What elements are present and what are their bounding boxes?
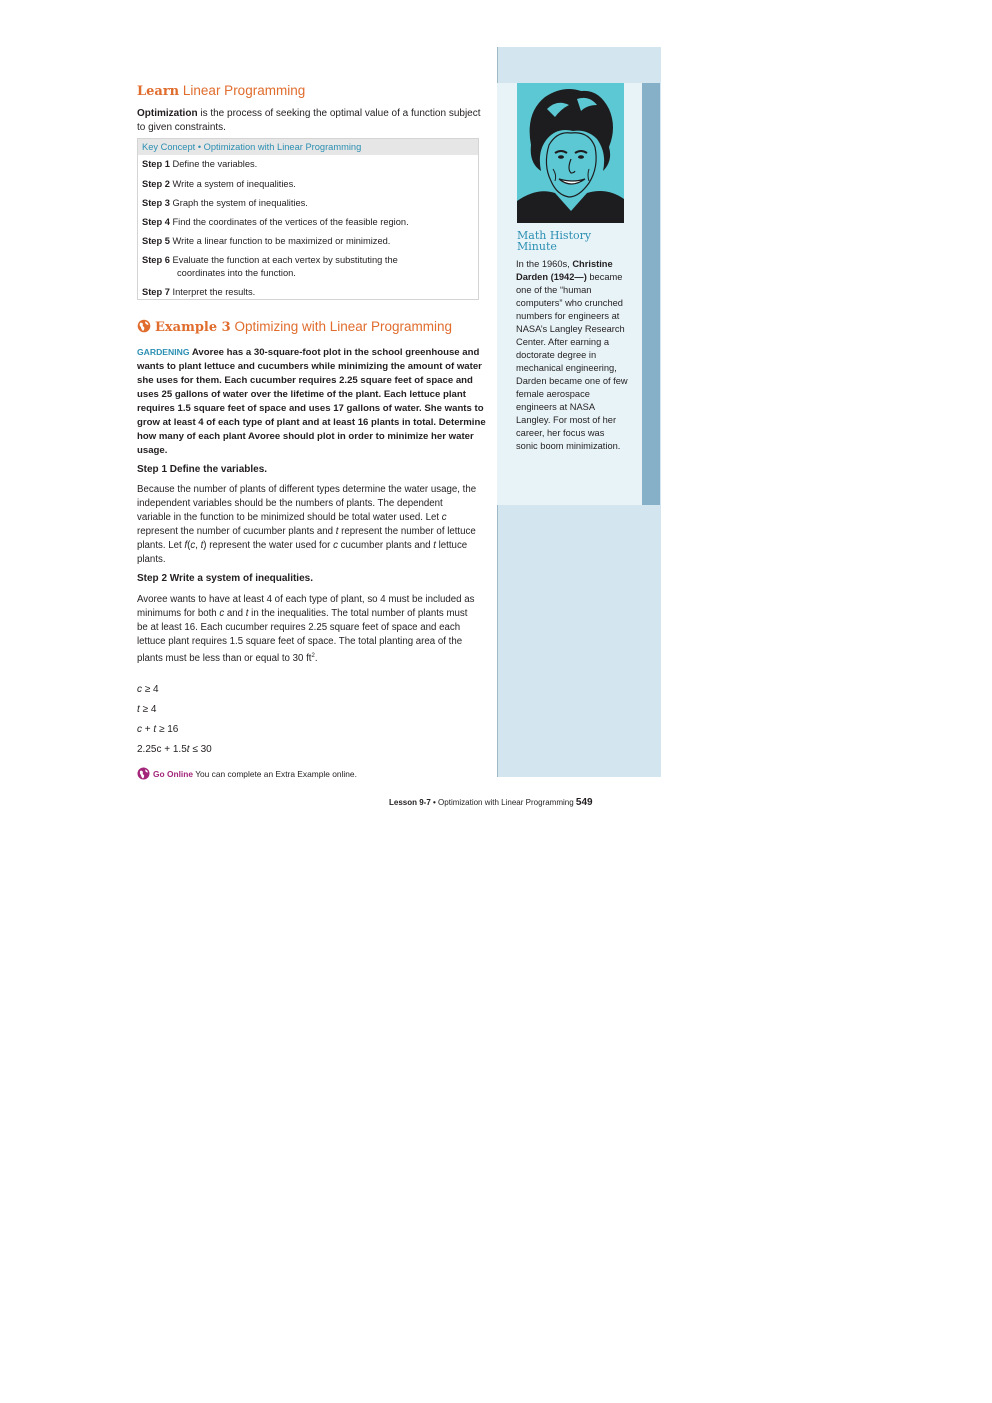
key-concept-step: Step 3 Graph the system of inequalities.: [142, 198, 308, 208]
christine-darden-portrait-illustration: [517, 83, 624, 223]
step1-heading: Step 1 Define the variables.: [137, 464, 268, 475]
page-number: 549: [575, 797, 593, 808]
learn-heading: Learn Linear Programming: [137, 83, 306, 99]
topic-tag: GARDENING: [137, 347, 190, 357]
go-online-link[interactable]: Go Online: [153, 769, 194, 779]
step2-heading: Step 2 Write a system of inequalities.: [137, 573, 313, 584]
inequality: c + t ≥ 16: [137, 724, 179, 735]
inequality: 2.25c + 1.5t ≤ 30: [137, 744, 212, 755]
step2-paragraph: Avoree wants to have at least 4 of each type of plant, so 4 must be included as minimums for both c and t in the inequalities. The total number of plants must be at least 16. Each cucumber requires 2.25 square feet of space and each lettuce plant requires 1.5 square feet of space. The total planting area of the plants must be less than or equal to 30 $ft^2$.: [137, 594, 475, 665]
key-concept-step: Step 1 Define the variables.: [142, 159, 258, 169]
intro-paragraph: Optimization is the process of seeking the optimal value of a function subject to given constraints.: [137, 108, 481, 133]
page-footer: Lesson 9-7 • Optimization with Linear Programming 549: [389, 797, 593, 808]
step1-paragraph: Because the number of plants of different types determine the water usage, the independent variables should be the numbers of plants. The dependent variable in the function to be minimized should be total water used. Let c represent the number of cucumber plants and t represent the number of lettuce plants. Let f(c, t) represent the water used for c cucumber plants and t lettuce plants.: [137, 484, 477, 565]
math-history-text: In the 1960s, Christine Darden (1942—) became one of the “human computers” who crunched numbers for engineers at NASA’s Langley Research Center. After earning a doctorate degree in mechanical engineering, Darden became one of few female aerospace engineers at NASA Langley. For most of her career, her focus was sonic boom minimization.: [516, 259, 628, 451]
example-heading: Example 3 Optimizing with Linear Programming: [137, 319, 452, 335]
globe-icon: [137, 319, 151, 333]
go-online-note[interactable]: Go Online You can complete an Extra Example online.: [137, 767, 357, 780]
key-concept-step: Step 2 Write a system of inequalities.: [142, 179, 296, 189]
inequality: t ≥ 4: [137, 704, 157, 715]
person-name: Christine Darden (1942—): [516, 259, 613, 282]
key-concept-step: Step 4 Find the coordinates of the vertices of the feasible region.: [142, 217, 409, 227]
go-online-icon: [137, 767, 150, 780]
math-history-title: Math History Minute: [517, 229, 592, 253]
example-problem: GARDENING Avoree has a 30-square-foot plot in the school greenhouse and wants to plant lettuce and cucumbers while minimizing the amount of water she uses for them. Each cucumber requires 2.25 square feet of space and uses 25 gallons of water over the lifetime of the plant. Each lettuce plant requires 1.5 square feet of space and uses 17 gallons of water. She wants to grow at least 4 of each type of plant and at least 16 plants in total. Determine how many of each plant Avoree should plot in order to minimize her water usage.: [137, 347, 486, 456]
key-concept-step: Step 7 Interpret the results.: [142, 287, 256, 297]
key-concept-step: Step 6 Evaluate the function at each vertex by substituting the coordinates into the function.: [142, 255, 398, 278]
inequality: c ≥ 4: [137, 684, 159, 695]
sidebar-stripe: [642, 83, 660, 505]
key-concept-step: Step 5 Write a linear function to be maximized or minimized.: [142, 236, 391, 246]
key-concept-header: Key Concept • Optimization with Linear Programming: [138, 139, 478, 155]
key-concept-box: [137, 138, 479, 300]
